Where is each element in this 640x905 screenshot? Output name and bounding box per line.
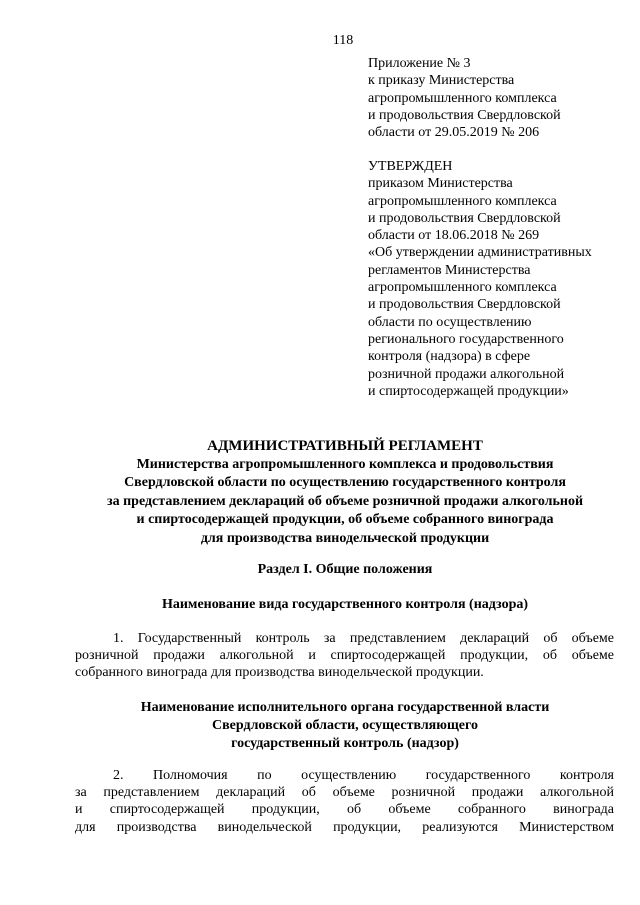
paragraph-line: розничной продажи алкогольной и спиртосодержащей продукции, об объеме (75, 648, 614, 664)
approved-stamp (368, 158, 633, 400)
approved-line: агропромышленного комплекса (368, 280, 557, 296)
approved-line: области от 18.06.2018 № 269 (368, 228, 540, 244)
subheading-line: Наименование исполнительного органа государственной власти (140, 700, 550, 715)
appendix-line: к приказу Министерства (368, 73, 515, 89)
paragraph-line: за представлением деклараций об объеме розничной продажи алкогольной (75, 785, 614, 801)
section-title: Раздел I. Общие положения (257, 562, 433, 577)
appendix-line: и продовольствия Свердловской (368, 107, 561, 123)
page-number: 118 (332, 33, 354, 48)
appendix-line: Приложение № 3 (368, 56, 471, 71)
subheading-executive-body (60, 699, 630, 752)
regulation-subtitle-line: Свердловской области по осуществлению государственного контроля (124, 475, 566, 491)
regulation-subtitle-line: за представлением деклараций об объеме розничной продажи алкогольной (106, 493, 584, 509)
paragraph-1 (75, 630, 614, 682)
paragraph-line: 1. Государственный контроль за представлением деклараций об объеме (113, 631, 614, 646)
subheading-control-type: Наименование вида государственного контроля (надзора) (161, 597, 529, 612)
approved-line: розничной продажи алкогольной (368, 366, 565, 382)
approved-line: контроля (надзора) в сфере (368, 349, 531, 365)
paragraph-line: и спиртосодержащей продукции, об объеме собранного винограда (75, 802, 614, 818)
approved-line: и продовольствия Свердловской (368, 210, 561, 226)
approved-line: регламентов Министерства (368, 262, 531, 278)
appendix-line: области от 29.05.2019 № 206 (368, 125, 540, 141)
regulation-subtitle (60, 456, 630, 548)
paragraph-line: для производства винодельческой продукции, реализуются Министерством (75, 819, 614, 835)
approved-line: «Об утверждении административных (368, 245, 592, 261)
approved-line: и спиртосодержащей продукции» (368, 383, 569, 399)
appendix-note (368, 55, 633, 141)
paragraph-line: собранного винограда для производства винодельческой продукции. (75, 665, 484, 681)
approved-line: приказом Министерства (368, 176, 513, 192)
approved-line: и продовольствия Свердловской (368, 297, 561, 313)
approved-line: регионального государственного (368, 331, 564, 347)
regulation-subtitle-line: Министерства агропромышленного комплекса и продовольствия (136, 457, 554, 472)
subheading-line: государственный контроль (надзор) (231, 735, 459, 751)
approved-line: области по осуществлению (368, 314, 532, 330)
appendix-line: агропромышленного комплекса (368, 90, 557, 106)
approved-line: агропромышленного комплекса (368, 193, 557, 209)
paragraph-2 (75, 767, 614, 836)
paragraph-line: 2. Полномочия по осуществлению государственного контроля (113, 768, 614, 783)
subheading-line: Свердловской области, осуществляющего (212, 717, 478, 733)
regulation-subtitle-line: для производства винодельческой продукции (200, 530, 490, 546)
regulation-title: АДМИНИСТРАТИВНЫЙ РЕГЛАМЕНТ (207, 438, 483, 454)
regulation-subtitle-line: и спиртосодержащей продукции, об объеме собранного винограда (136, 512, 554, 528)
approved-heading: УТВЕРЖДЕН (368, 159, 453, 174)
